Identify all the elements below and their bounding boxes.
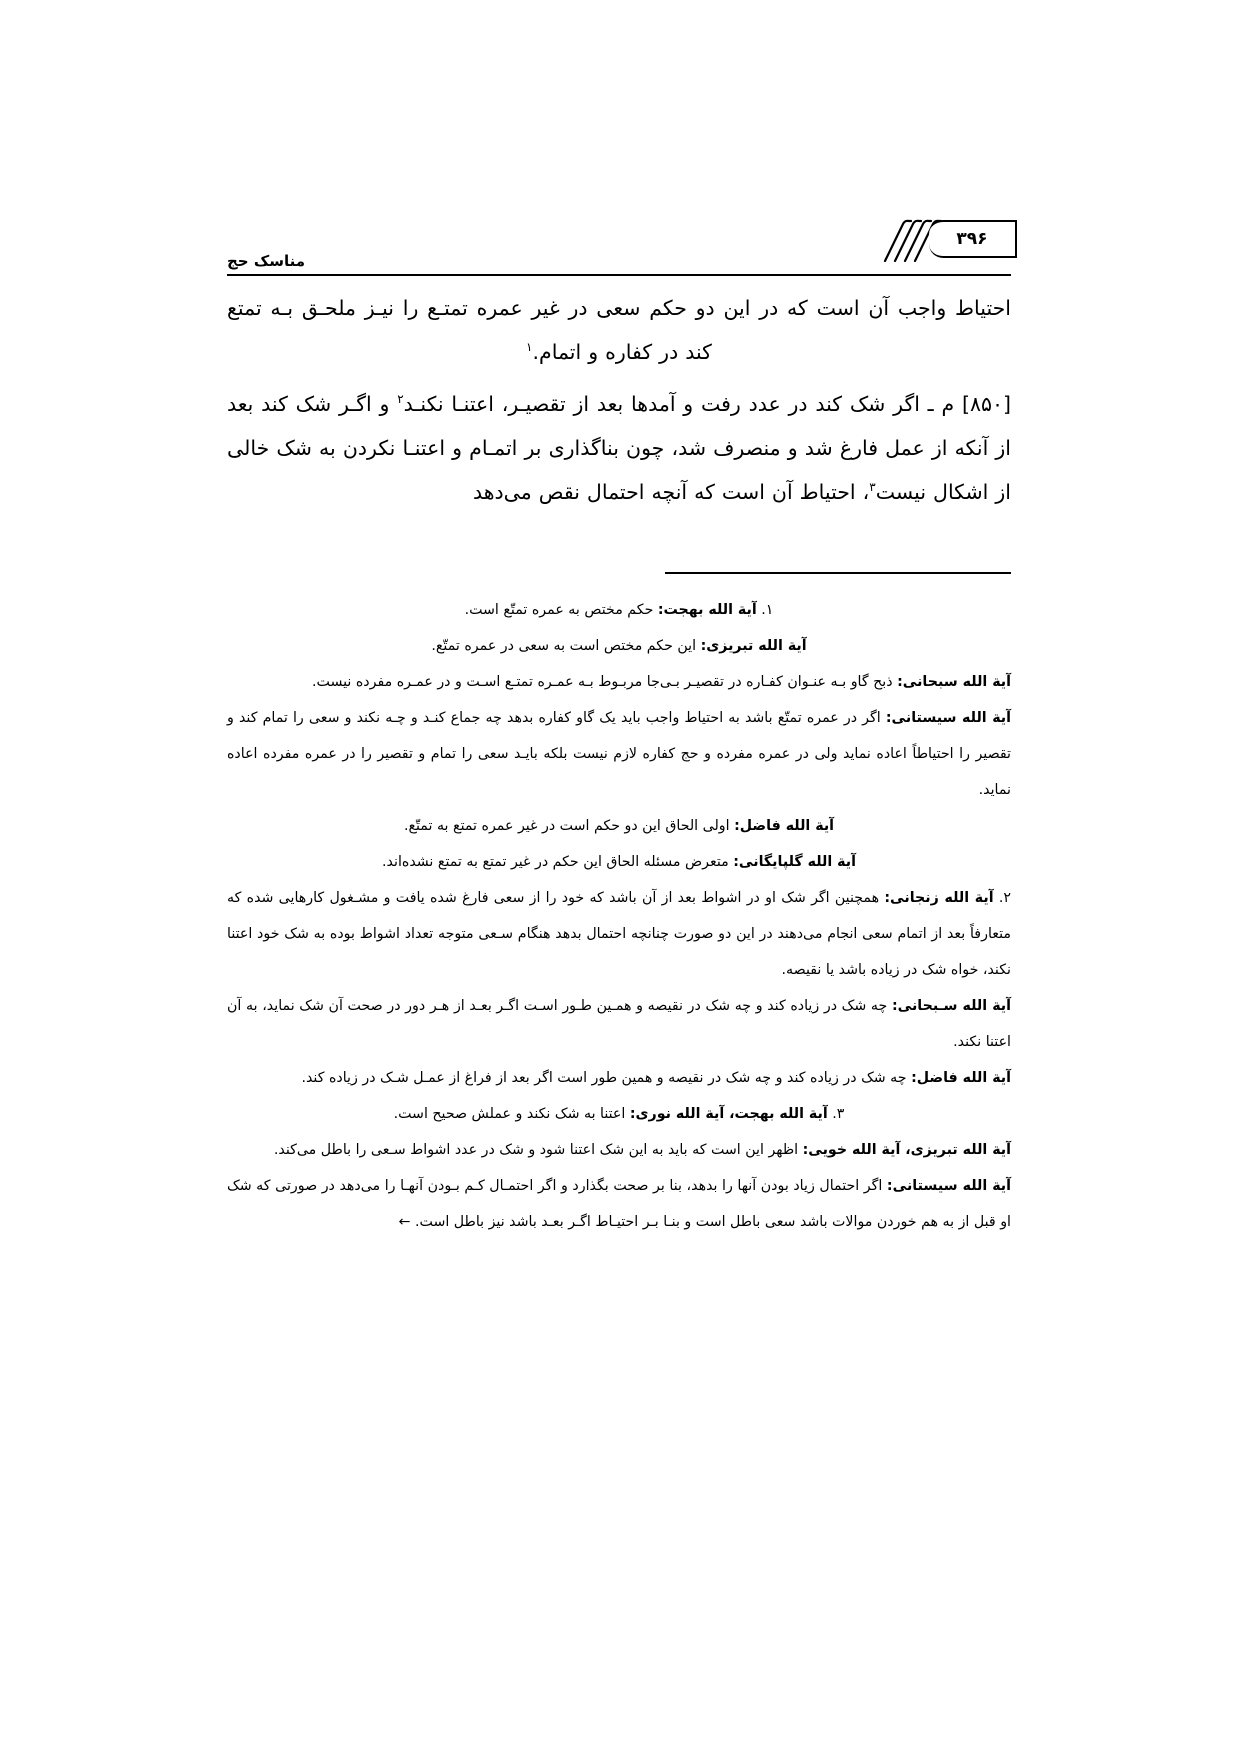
footnote-authority: آیة الله سیستانی: [885, 710, 1011, 726]
footnote-entry [227, 628, 1011, 664]
paragraph-2 [227, 382, 1011, 514]
paragraph-1-text: احتیاط واجب آن است که در این دو حکم سعی در غیر عمره تمتـع را نیـز ملحـق بـه تمتع کند در کفاره و اتمام. [227, 296, 1011, 364]
footnote-authority: آیة الله گلپایگانی: [733, 854, 856, 870]
footnote-entry [227, 1168, 1011, 1240]
footnote-authority: آیة الله تبریزی، آیة الله خویی: [802, 1142, 1011, 1158]
footnote-continuation-arrow-icon: ← [398, 1214, 415, 1230]
footnote-item [227, 1096, 1011, 1240]
footnote-separator [665, 572, 1011, 574]
footnote-text: اظهر این است که باید به این شک اعتنا شود و شک در عدد اشواط سـعی را باطل می‌کند. [273, 1142, 803, 1158]
footnote-entry [227, 592, 1011, 628]
footnote-text: اگر در عمره تمتّع باشد به احتیاط واجب باید یک گاو کفاره بدهد چه جماع کنـد و چـه نکند و سعی را تمام کند و تقصیر را احتیاطاً اعاده نماید ولی در عمره مفرده و حج کفاره لازم نیست بلکه بایـد سعی را تمام و تقصیر را در عمره مفرده اعاده نماید. [227, 710, 1011, 798]
footnote-ref-2: ۲ [397, 392, 404, 407]
footnote-authority: آیة الله بهجت، آیة الله نوری: [629, 1106, 828, 1122]
page-number-box [929, 220, 1017, 258]
footnote-authority: آیة الله سیستانی: [886, 1178, 1011, 1194]
footnote-text: اگر احتمال زیاد بودن آنها را بدهد، بنا بر صحت بگذارد و اگر احتمـال کـم بـودن آنهـا را می‌دهد در صورتی که شک او قبل از به هم خوردن موالات باشد سعی باطل است و بنـا بـر احتیـاط اگـر بعـد باشد نیز باطل است. [227, 1178, 1011, 1230]
footnote-entry [227, 880, 1011, 988]
body-text [227, 286, 1011, 522]
footnote-authority: آیة الله سـبحانی: [891, 998, 1011, 1014]
footnote-entry [227, 664, 1011, 700]
footnote-entry [227, 988, 1011, 1060]
footnote-entry [227, 808, 1011, 844]
footnote-authority: آیة الله بهجت: [657, 602, 757, 618]
folio-ornament [887, 216, 1017, 262]
footnote-ref-3: ۳ [869, 480, 876, 495]
page-header [227, 228, 1011, 276]
paragraph-2-text-c: ، احتیاط آن است که آنچه احتمال نقص می‌دهد [472, 480, 870, 504]
footnote-ref-1: ۱ [526, 340, 533, 355]
footnote-authority: آیة الله فاضل: [911, 1070, 1011, 1086]
footnote-item [227, 880, 1011, 1096]
footnote-authority: آیة الله سبحانی: [897, 674, 1011, 690]
paragraph-2-text-b: و اگـر شک کند بعد از آنکه از عمل فارغ شد و منصرف شد، چون بناگذاری بر اتمـام و اعتنـا نکردن به شک خالی از اشکال نیست [227, 392, 1011, 504]
footnotes-section [227, 592, 1011, 1240]
footnote-text: اولی الحاق این دو حکم است در غیر عمره تمتع به تمتّع. [403, 818, 735, 834]
footnote-item [227, 592, 1011, 880]
footnote-authority: آیة الله زنجانی: [884, 890, 994, 906]
paragraph-1 [227, 286, 1011, 374]
footnote-marker: ۲. [993, 890, 1011, 906]
footnote-text: اعتنا به شک نکند و عملش صحیح است. [393, 1106, 630, 1122]
footnote-text: این حکم مختص است به سعی در عمره تمتّع. [431, 638, 701, 654]
footnote-text: چه شک در زیاده کند و چه شک در نقیصه و همین طور است اگر بعد از فراغ از عمـل شـک در زیاده کند. [301, 1070, 912, 1086]
footnote-marker: ۱. [756, 602, 774, 618]
page-number: ۳۹۶ [956, 229, 988, 249]
footnote-entry [227, 1060, 1011, 1096]
footnote-entry [227, 700, 1011, 808]
footnote-text: همچنین اگر شک او در اشواط بعد از آن باشد که خود را از سعی فارغ شده یافت و مشـغول کارهایی شده که متعارفاً بعد از اتمام سعی انجام می‌دهند در این دو صورت چنانچه احتمال بدهد هنگام سـعی متوجه تعداد اشواط بوده به شک خود اعتنا نکند، خواه شک در زیاده باشد یا نقیصه. [227, 890, 1011, 978]
footnote-text: متعرض مسئله الحاق این حکم در غیر تمتع به تمتع نشده‌اند. [382, 854, 734, 870]
footnote-text: چه شک در زیاده کند و چه شک در نقیصه و همـین طـور اسـت اگـر بعـد از هـر دور در صحت آن شک نماید، به آن اعتنا نکند. [227, 998, 1011, 1050]
footnote-entry [227, 844, 1011, 880]
footnote-marker: ۳. [827, 1106, 845, 1122]
footnote-entry [227, 1132, 1011, 1168]
footnote-authority: آیة الله تبریزی: [700, 638, 807, 654]
paragraph-2-text-a: [۸۵۰] م ـ اگر شک کند در عدد رفت و آمدها بعد از تقصیـر، اعتنـا نکنـد [403, 392, 1011, 416]
header-title: مناسک حج [227, 252, 305, 270]
footnote-text: ذبح گاو بـه عنـوان کفـاره در تقصیـر بـی‌جا مربـوط بـه عمـره تمتـع اسـت و در عمـره مفرده نیست. [312, 674, 898, 690]
header-rule [227, 274, 1011, 276]
footnote-entry [227, 1096, 1011, 1132]
footnote-authority: آیة الله فاضل: [734, 818, 835, 834]
footnote-text: حکم مختص به عمره تمتّع است. [464, 602, 658, 618]
